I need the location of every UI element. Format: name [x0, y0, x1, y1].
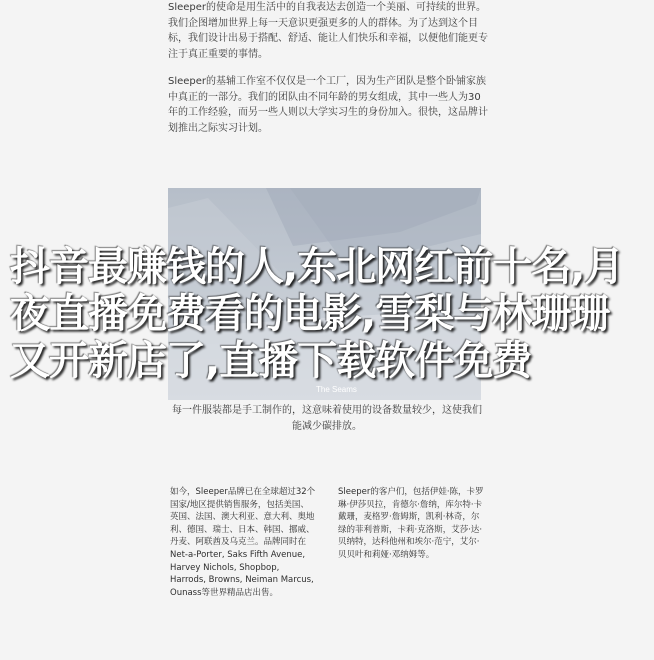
overlay-headline: 抖音最赚钱的人,东北网红前十名,月夜直播免费看的电影,雪梨与林珊珊又开新店了,直播下载软件免费 — [10, 244, 624, 384]
column-left: 如今，Sleeper品牌已在全球超过32个国家/地区提供销售服务，包括美国、英国、法国、澳大利亚、意大利、奥地利、德国、瑞士、日本、韩国、挪威、丹麦、阿联酋及乌克兰。品牌同时在Net-a-Porter, Saks Fifth Avenue, Harvey Nichols, Shopbop, Harrods, Browns, Neiman Marcus, Ounass等世界精品店出售。 — [170, 487, 316, 598]
studio-paragraph: Sleeper的基辅工作室不仅仅是一个工厂，因为生产团队是整个卧铺家族中真正的一部分。我们的团队由不同年龄的男女组成，其中一些人为30年的工作经验，而另一些人则以大学实习生的身份加入。很快，这品牌计划推出之际实习计划。 — [168, 76, 488, 134]
column-right: Sleeper的客户们，包括伊娃·陈，卡罗琳·伊莎贝拉，肯德尔·詹纳，库尔特·卡戴珊，麦格罗·詹姆斯，凯利·林奇，尔绿的菲利普斯，卡莉·克洛斯，艾莎·达·贝纳特，达科他州和埃尔·范宁，艾尔·贝贝叶和莉娅·邓纳姆等。 — [338, 487, 484, 560]
hero-title: The Seams — [316, 385, 357, 394]
intro-paragraph: Sleeper的使命是用生活中的自我表达去创造一个美丽、可持续的世界。我们企图增加世界上每一天意识更强更多的人的群体。为了达到这个目标，我们设计出易于搭配、舒适、能让人们快乐和幸福，以便他们能更专注于真正重要的事情。 — [168, 2, 488, 60]
caption-text: 每一件服装都是手工制作的，这意味着使用的设备数量较少，这使我们能减少碳排放。 — [172, 405, 482, 432]
